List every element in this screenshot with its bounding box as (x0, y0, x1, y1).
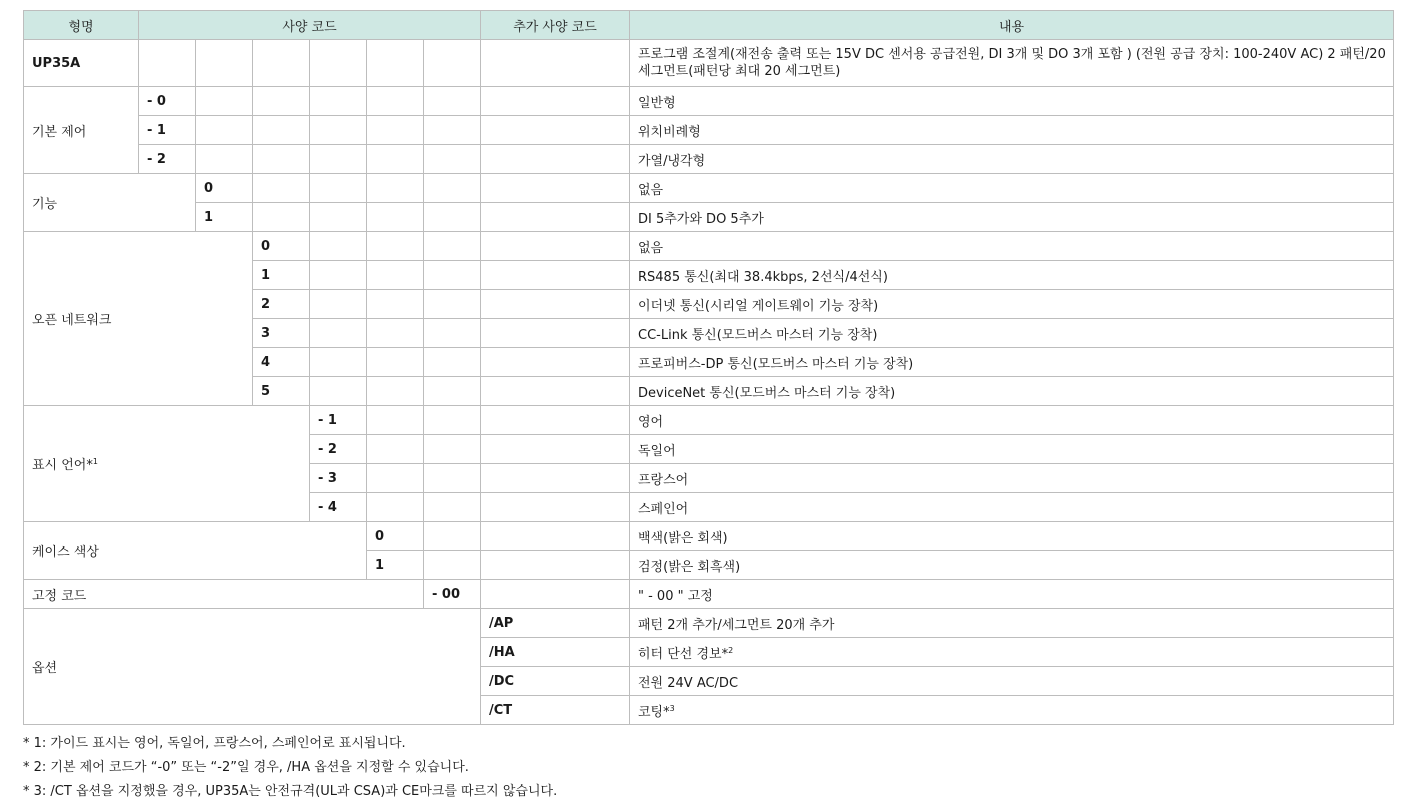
code-cell: - 0 (139, 87, 196, 116)
display-language-label: 표시 언어*$^1$ (24, 406, 310, 522)
code-cell: 1 (196, 203, 253, 232)
code-cell: 1 (253, 261, 310, 290)
model-code: UP35A (24, 40, 139, 87)
footnote-marker: 2 (728, 645, 734, 655)
footnote-1: * 1: 가이드 표시는 영어, 독일어, 프랑스어, 스페인어로 표시됩니다. (23, 736, 406, 751)
option-label: 옵션 (24, 609, 481, 725)
desc-cell: 이더넷 통신(시리얼 게이트웨이 기능 장착) (630, 290, 1394, 319)
header-row (24, 11, 1394, 40)
desc-cell: RS485 통신(최대 38.4kbps, 2선식/4선식) (630, 261, 1394, 290)
code-cell: - 2 (310, 435, 367, 464)
table-row (24, 87, 1394, 116)
spec-table-container (23, 10, 1394, 725)
open-network-label: 오픈 네트워크 (24, 232, 253, 406)
header-spec-code: 사양 코드 (139, 11, 481, 40)
footnotes (23, 732, 557, 804)
option-code: /CT (481, 696, 630, 725)
footnote-marker: 1 (92, 457, 98, 466)
code-cell: 1 (367, 551, 424, 580)
code-cell: - 1 (139, 116, 196, 145)
table-row (24, 203, 1394, 232)
desc-cell: 프랑스어 (630, 464, 1394, 493)
footnote-3: * 3: /CT 옵션을 지정했을 경우, UP35A는 안전규격(UL과 CSA)과 CE마크를 따르지 않습니다. (23, 784, 558, 799)
footnote-marker: 3 (669, 703, 675, 713)
code-cell: 0 (253, 232, 310, 261)
code-cell: - 1 (310, 406, 367, 435)
model-desc: 프로그램 조절계(재전송 출력 또는 15V DC 센서용 공급전원, DI 3개 및 DO 3개 포함 ) (전원 공급 장치: 100-240V AC) 2 패턴/20 세그먼트(패턴당 최대 20 세그먼트) (630, 40, 1394, 87)
desc-cell: 독일어 (630, 435, 1394, 464)
code-cell: 4 (253, 348, 310, 377)
header-add-spec-code: 추가 사양 코드 (481, 11, 630, 40)
desc-cell: 패턴 2개 추가/세그먼트 20개 추가 (630, 609, 1394, 638)
table-row (24, 522, 1394, 551)
table-row (24, 406, 1394, 435)
option-code: /AP (481, 609, 630, 638)
desc-cell: DI 5추가와 DO 5추가 (630, 203, 1394, 232)
footnote-2: * 2: 기본 제어 코드가 “-0” 또는 “-2”일 경우, /HA 옵션을 지정할 수 있습니다. (23, 760, 469, 775)
code-cell: 3 (253, 319, 310, 348)
desc-cell: 위치비례형 (630, 116, 1394, 145)
table-row-model (24, 40, 1394, 87)
function-label: 기능 (24, 174, 196, 232)
code-cell: - 2 (139, 145, 196, 174)
desc-cell: 없음 (630, 174, 1394, 203)
desc-cell: " - 00 " 고정 (630, 580, 1394, 609)
table-row (24, 145, 1394, 174)
code-cell: - 4 (310, 493, 367, 522)
table-row (24, 116, 1394, 145)
desc-cell: 코팅*$^3$ (630, 696, 1394, 725)
desc-cell: 히터 단선 경보*$^2$ (630, 638, 1394, 667)
header-model: 형명 (24, 11, 139, 40)
desc-cell: 없음 (630, 232, 1394, 261)
code-cell: 2 (253, 290, 310, 319)
code-cell: 5 (253, 377, 310, 406)
code-cell: 0 (367, 522, 424, 551)
code-cell: - 3 (310, 464, 367, 493)
spec-code-table (23, 10, 1394, 725)
desc-cell: 백색(밝은 회색) (630, 522, 1394, 551)
basic-control-label: 기본 제어 (24, 87, 139, 174)
table-row (24, 232, 1394, 261)
desc-cell: 검정(밝은 회흑색) (630, 551, 1394, 580)
option-code: /HA (481, 638, 630, 667)
desc-cell: 스페인어 (630, 493, 1394, 522)
desc-cell: DeviceNet 통신(모드버스 마스터 기능 장착) (630, 377, 1394, 406)
header-content: 내용 (630, 11, 1394, 40)
code-cell: 0 (196, 174, 253, 203)
code-cell: - 00 (424, 580, 481, 609)
fixed-code-label: 고정 코드 (24, 580, 424, 609)
desc-cell: 영어 (630, 406, 1394, 435)
desc-cell: 전원 24V AC/DC (630, 667, 1394, 696)
desc-cell: CC-Link 통신(모드버스 마스터 기능 장착) (630, 319, 1394, 348)
option-code: /DC (481, 667, 630, 696)
desc-cell: 프로피버스-DP 통신(모드버스 마스터 기능 장착) (630, 348, 1394, 377)
table-row (24, 174, 1394, 203)
desc-cell: 일반형 (630, 87, 1394, 116)
table-row (24, 580, 1394, 609)
case-color-label: 케이스 색상 (24, 522, 367, 580)
table-row (24, 609, 1394, 638)
desc-cell: 가열/냉각형 (630, 145, 1394, 174)
